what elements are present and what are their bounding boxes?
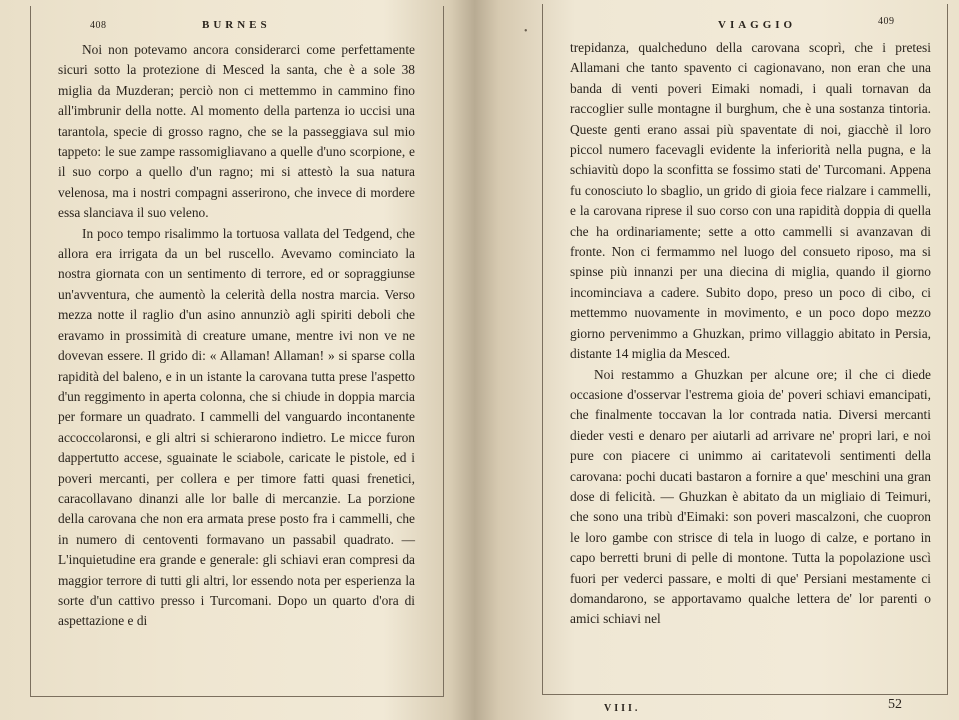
right-page: [496, 0, 959, 720]
paragraph: Noi non potevamo ancora considerarci come perfettamente sicuri sotto la protezione di Mesced la santa, che è a sole 38 miglia da Muzderan; perciò non ci mettemmo in cammino fino all'imbrunir della notte. Al momento della partenza io uccisi una tarantola, specie di grosso ragno, che se la passeggiava sul mio tappeto: le sue zampe rassomigliavano a quelle d'uno scorpione, e il suo corpo a quello d'un ragno; mi si attestò la sua natura velenosa, ma i nostri compagni asserirono, che invece di mordere essa slanciava il suo veleno.: [58, 42, 415, 221]
left-body-text: [58, 40, 415, 632]
page-number: 408: [90, 20, 107, 31]
signature-mark: VIII.: [604, 703, 641, 714]
paragraph: In poco tempo risalimmo la tortuosa vallata del Tedgend, che allora era irrigata da un bel ruscello. Avevamo cominciato la nostra giornata con un sentimento di terrore, ed or sopraggiunse un'avventura, che aumentò la celerità della nostra marcia. Verso mezza notte il raglio d'un asino annunziò agli spiriti deboli che eravamo in prossimità di creature umane, mentre ivi non ve ne dovevan essere. Il grido di: « Allaman! Allaman! » si sparse colla rapidità del baleno, e in un istante la carovana tutta prese l'aspetto d'un reggimento in aperta colonna, che si chiude in doppia marcia per formare un quadrato. I cammelli del vanguardo incontanente accoccolaronsi, e gli altri si schierarono indietro. Le micce furon dappertutto accese, sguainate le sciabole, caricate le pistole, ed i poveri mercanti, per collera e per timore fatti quasi frenetici, caracollavano dinanzi alle lor balle di mercanzie. La porzione della carovana che non era armata prese posto fra i cammelli, che in numero di centoventi formavano un passabil quadrato. — L'inquietudine era grande e generale: gli schiavi eran compresi da maggior terrore di tutti gli altri, lor essendo nota per esperienza la sorte d'un cattivo presso i Turcomani. Dopo un quarto d'ora di aspettazione e di: [58, 225, 415, 629]
running-head: VIAGGIO: [718, 19, 797, 31]
margin-mark: •: [524, 26, 528, 37]
page-number: 409: [878, 16, 895, 27]
running-head: BURNES: [202, 19, 271, 31]
sheet-number: 52: [888, 697, 902, 712]
paragraph: Noi restammo a Ghuzkan per alcune ore; il che ci diede occasione d'osservar l'estrema gioia de' poveri schiavi emancipati, che finalmente toccavan la lor contrada natia. Diversi mercanti dieder vesti e denaro per aiutarli ad arrivare ne' propri lari, e noi pure con piacere ci unimmo ai caritatevoli sentimenti della carovana: pochi ducati bastaron a fornire a que' meschini una gran dose di felicità. — Ghuzkan è abitato da un migliaio di Teimuri, che sono una tribù d'Eimaki: son poveri mascalzoni, che cuopron le loro gambe con strisce di tela in luogo di calze, e portano in capo berretti bruni di pelle di montone. Tutta la popolazione uscì fuori per vederci passare, e molti di que' Persiani mestamente ci domandarono, se apportavamo qualche lettera de' lor parenti o amici schiavi nel: [570, 366, 931, 627]
paragraph: trepidanza, qualcheduno della carovana scoprì, che i pretesi Allamani che tanto spavento ci cagionavano, non eran che una banda di venti poveri Eimaki nomadi, i quali tornavan da raccoglier sulle montagne il burghum, che è una sostanza tintoria. Queste genti erano assai più spaventate di noi, giacchè il loro piccol numero facevagli evidente la inferiorità nella pugna, e la schiavitù dopo la sconfitta se fossimo stati de' Turcomani. Appena fu conosciuto lo sbaglio, un grido di gioia fece rialzare i cammelli, e la carovana riprese il suo corso con una rapidità doppia di quella che ha ordinariamente; sette a otto cammelli si avanzavan di fronte. Non ci fermammo nel luogo del consueto riposo, ma si spinse più innanzi per una diecina di miglia, quando il giorno incominciava a cadere. Subito dopo, preso un poco di cibo, ci mettemmo nuovamente in movimento, e un poco dopo mezzo giorno pervenimmo a Ghuzkan, primo villaggio abitato in Persia, distante 14 miglia da Mesced.: [570, 40, 931, 362]
right-body-text: [570, 38, 931, 630]
